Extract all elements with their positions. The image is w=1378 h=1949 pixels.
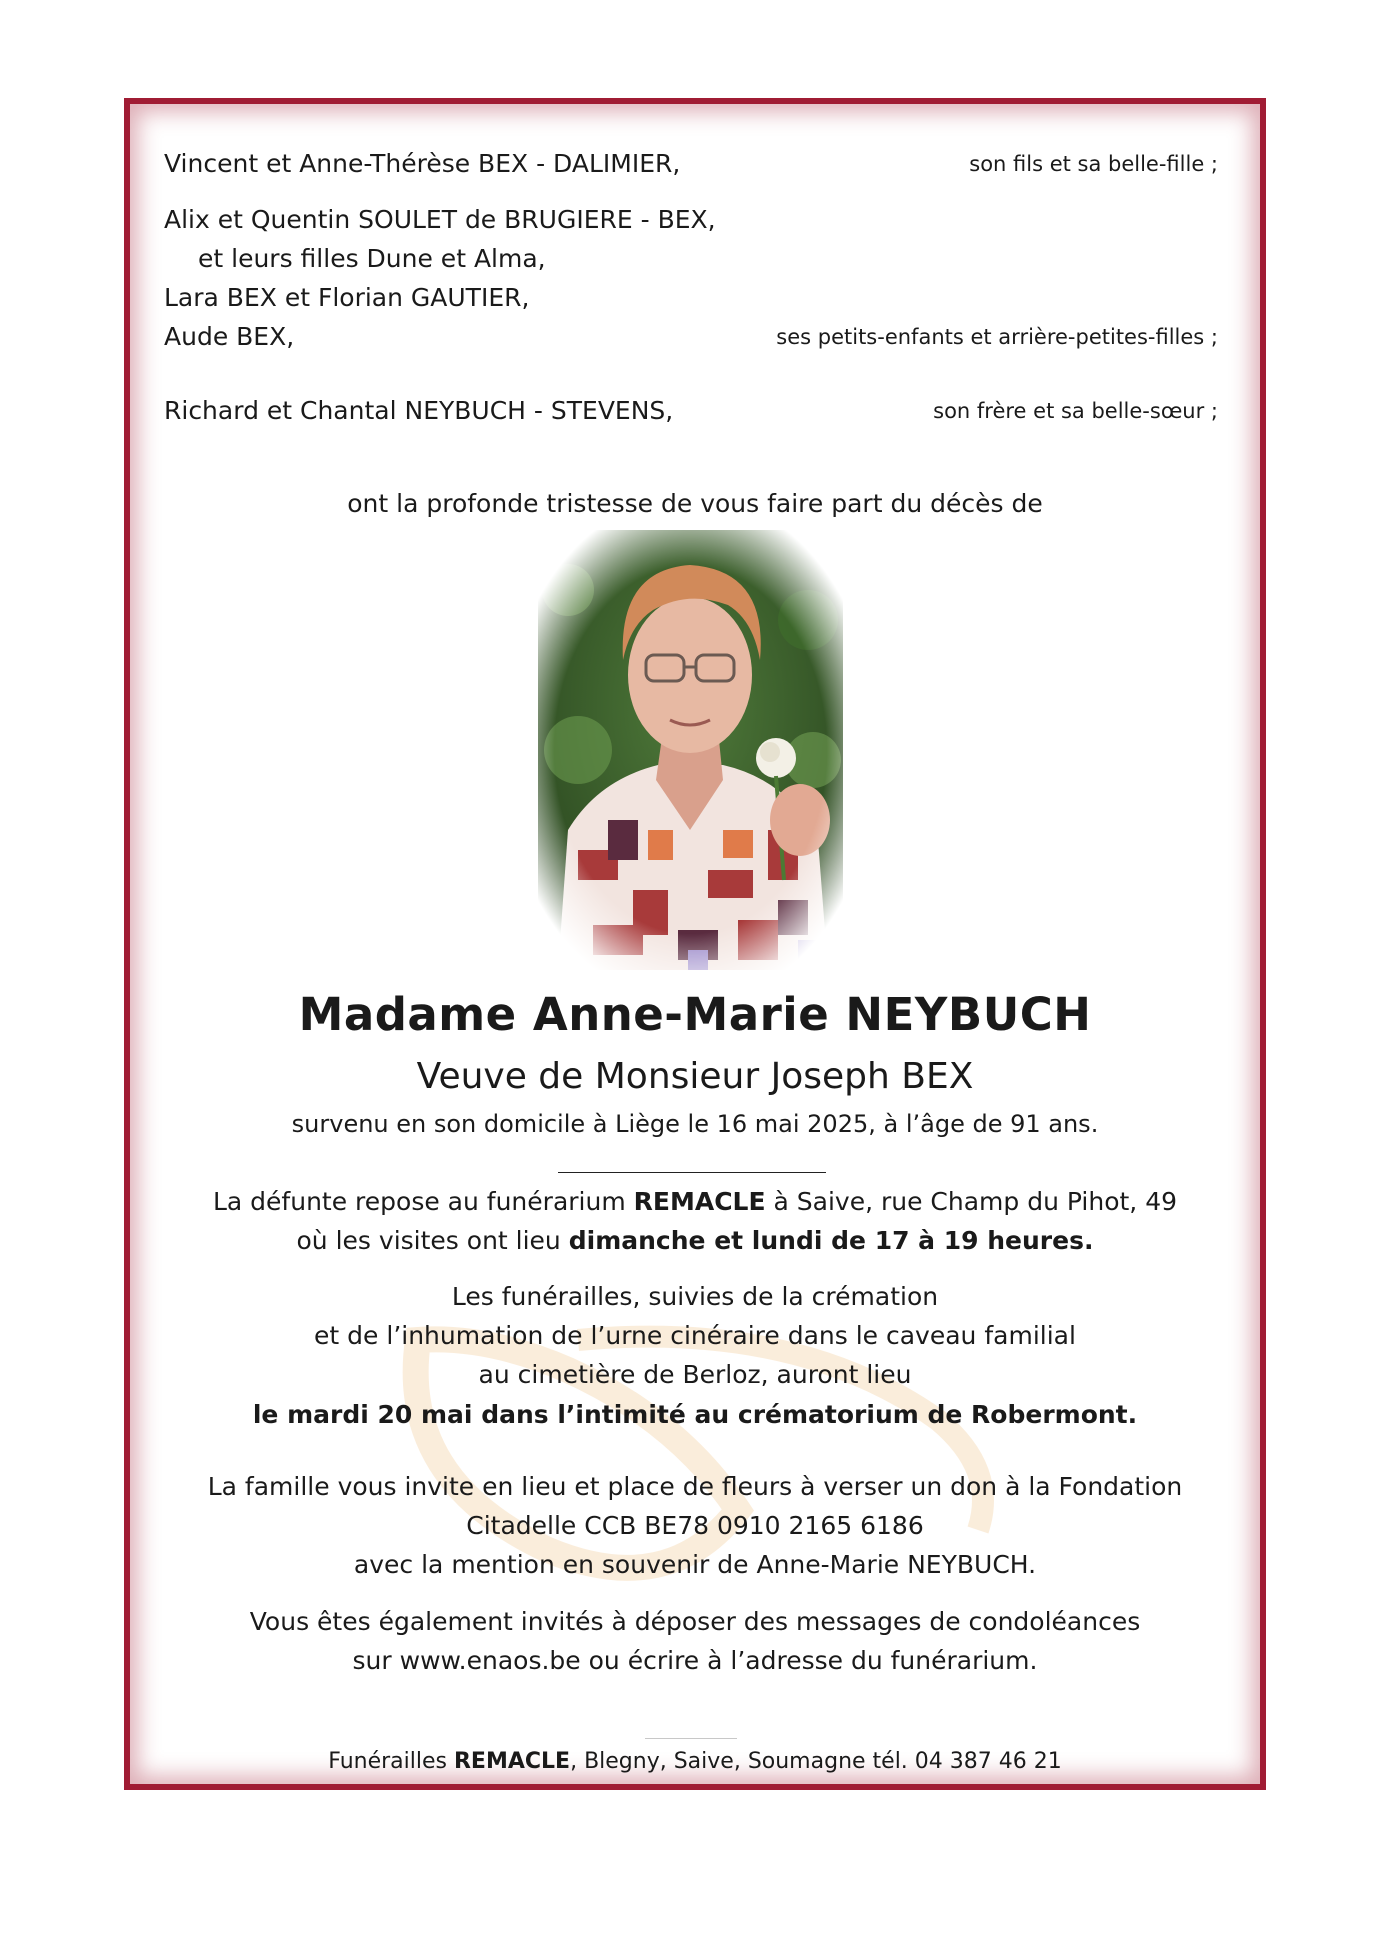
deceased-name: Madame Anne-Marie NEYBUCH	[298, 988, 1092, 1041]
family-relation: son frère et sa belle-sœur ;	[933, 399, 1218, 423]
family-name: Lara BEX et Florian GAUTIER,	[164, 283, 530, 312]
condolences-line-2: sur www.enaos.be ou écrire à l’adresse du funérarium.	[352, 1646, 1038, 1675]
donation-line-2: Citadelle CCB BE78 0910 2165 6186	[466, 1511, 924, 1540]
portrait-photo	[538, 530, 843, 970]
death-details: survenu en son domicile à Liège le 16 mai 2025, à l’âge de 91 ans.	[291, 1110, 1099, 1138]
funeral-line-1: Les funérailles, suivies de la crémation	[451, 1282, 939, 1311]
funeral-line-2: et de l’inhumation de l’urne cinéraire dans le caveau familial	[314, 1321, 1076, 1350]
footer-separator	[645, 1738, 737, 1739]
family-name: Alix et Quentin SOULET de BRUGIERE - BEX,	[164, 205, 716, 234]
visitation-line-2: où les visites ont lieu dimanche et lundi de 17 à 19 heures.	[296, 1226, 1094, 1255]
announcement-intro: ont la profonde tristesse de vous faire part du décès de	[347, 489, 1043, 518]
donation-line-3: avec la mention en souvenir de Anne-Marie NEYBUCH.	[353, 1550, 1037, 1579]
widow-of-line: Veuve de Monsieur Joseph BEX	[416, 1056, 974, 1097]
family-name: Richard et Chantal NEYBUCH - STEVENS,	[164, 396, 674, 425]
footer-credit: Funérailles REMACLE, Blegny, Saive, Soumagne tél. 04 387 46 21	[328, 1749, 1062, 1774]
condolences-line-1: Vous êtes également invités à déposer des messages de condoléances	[249, 1607, 1141, 1636]
family-name: et leurs filles Dune et Alma,	[198, 244, 546, 273]
family-name: Vincent et Anne-Thérèse BEX - DALIMIER,	[164, 149, 681, 178]
family-relation: ses petits-enfants et arrière-petites-filles ;	[776, 325, 1218, 349]
separator-line	[558, 1172, 826, 1173]
funeral-line-3: au cimetière de Berloz, auront lieu	[478, 1360, 912, 1389]
visitation-line-1: La défunte repose au funérarium REMACLE à Saive, rue Champ du Pihot, 49	[212, 1187, 1178, 1216]
family-relation: son fils et sa belle-fille ;	[969, 152, 1218, 176]
donation-line-1: La famille vous invite en lieu et place de fleurs à verser un don à la Fondation	[207, 1472, 1183, 1501]
family-name: Aude BEX,	[164, 322, 295, 351]
funeral-line-4: le mardi 20 mai dans l’intimité au crématorium de Robermont.	[252, 1400, 1138, 1429]
